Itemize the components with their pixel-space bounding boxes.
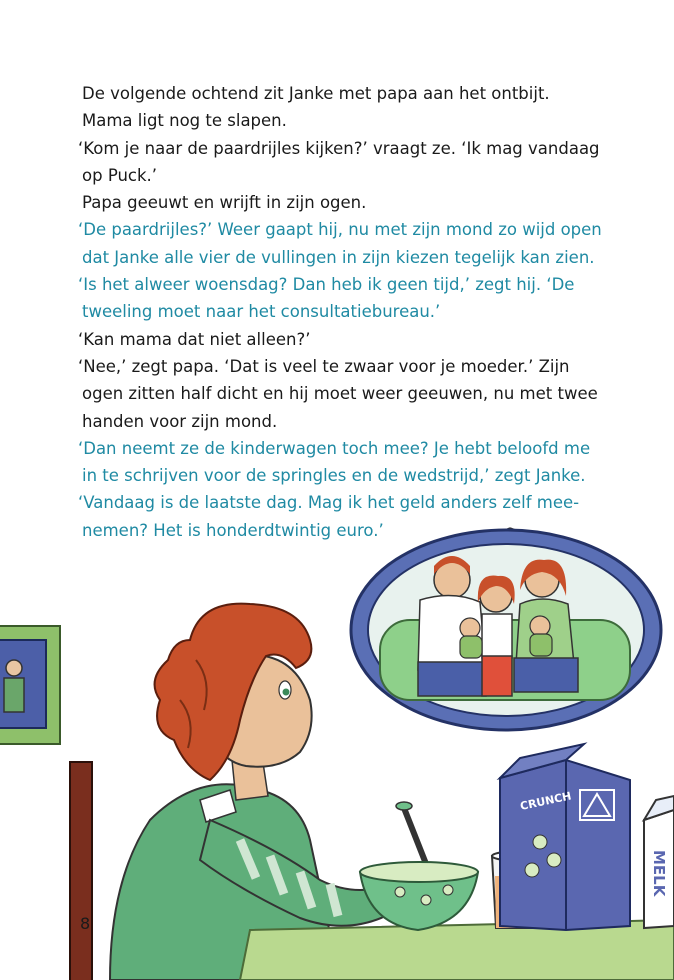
cereal-box-label: CRUNCH xyxy=(518,789,573,813)
story-line: Mama ligt nog te slapen. xyxy=(82,111,287,131)
milk-carton-label: MELK xyxy=(650,850,668,897)
page-number: 8 xyxy=(80,914,91,933)
story-line: dat Janke alle vier de vullingen in zijn kiezen tegelijk kan zien. xyxy=(82,247,595,267)
story-line: in te schrijven voor de springles en de wedstrijd,’ zegt Janke. xyxy=(82,466,586,486)
table xyxy=(240,920,674,980)
cereal-bowl xyxy=(360,802,478,930)
wall-picture-left xyxy=(0,626,60,744)
story-line: ‘Is het alweer woensdag? Dan heb ik geen tijd,’ zegt hij. ‘De xyxy=(78,275,575,295)
story-line: ‘Dan neemt ze de kinderwagen toch mee? Je hebt beloofd me xyxy=(78,438,591,458)
breakfast-illustration xyxy=(0,520,674,980)
story-line: handen voor zijn mond. xyxy=(82,411,278,431)
chair-back xyxy=(70,762,92,980)
story-line: Papa geeuwt en wrijft in zijn ogen. xyxy=(82,193,367,213)
story-line: ogen zitten half dicht en hij moet weer geeuwen, nu met twee xyxy=(82,384,598,404)
story-line: De volgende ochtend zit Janke met papa aan het ontbijt. xyxy=(82,84,550,103)
milk-carton xyxy=(644,796,674,928)
story-line: tweeling moet naar het consultatiebureau.’ xyxy=(82,302,441,322)
story-line: nemen? Het is honderdtwintig euro.’ xyxy=(82,520,384,540)
story-line: op Puck.’ xyxy=(82,165,158,185)
story-line: ‘De paardrijles?’ Weer gaapt hij, nu met zijn mond zo wijd open xyxy=(78,220,602,240)
cereal-box xyxy=(500,744,630,930)
story-line: ‘Vandaag is de laatste dag. Mag ik het geld anders zelf mee- xyxy=(78,493,580,513)
story-line: ‘Kan mama dat niet alleen?’ xyxy=(78,329,311,349)
story-text xyxy=(78,80,658,544)
story-line: ‘Kom je naar de paardrijles kijken?’ vraagt ze. ‘Ik mag vandaag xyxy=(78,138,600,158)
family-portrait xyxy=(351,528,661,730)
story-line: ‘Nee,’ zegt papa. ‘Dat is veel te zwaar voor je moeder.’ Zijn xyxy=(78,356,570,376)
